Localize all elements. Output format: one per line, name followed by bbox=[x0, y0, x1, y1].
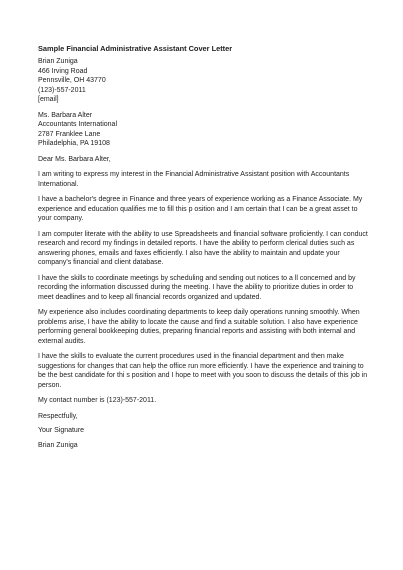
letter-page bbox=[38, 44, 370, 455]
contact-line: My contact number is (123)-557-2011. bbox=[38, 397, 157, 404]
recipient-address bbox=[38, 111, 370, 149]
sender-street: 466 Irving Road bbox=[38, 67, 88, 75]
body-paragraph: I am writing to express my interest in the Financial Administrative Assistant position with Accountants International. bbox=[38, 171, 350, 188]
body-paragraph: I have the skills to evaluate the current procedures used in the financial department and then make suggestions for changes that can help the office run more efficiently. I have the experience and training to be the best candidate for thi s position and I hope to meet with you soon to discuss the details of this job in person. bbox=[38, 353, 368, 389]
body-paragraph: I have a bachelor's degree in Finance and three years of experience working as a Finance Associate. My experience and education qualifies me to fill this p osition and I am certain that I can be a great asset to your company. bbox=[38, 196, 363, 222]
recipient-name: Ms. Barbara Alter bbox=[38, 111, 93, 119]
sender-address bbox=[38, 57, 370, 105]
body-paragraph: My experience also includes coordinating departments to keep daily operations running smoothly. When problems arise, I have the ability to locate the cause and find a suitable solution. I also have experience performing general bookkeeping duties, preparing financial reports and assisting with both internal and external audits. bbox=[38, 309, 360, 345]
sender-phone: (123)-557-2011 bbox=[38, 86, 86, 94]
body-paragraph: I am computer literate with the ability to use Spreadsheets and financial software proficiently. I can conduct research and record my findings in detailed reports. I have the ability to perform clerical duties such as answering phones, emails and faxes efficiently. I also have the ability to maintain and update your company's financial and client database. bbox=[38, 230, 368, 266]
salutation: Dear Ms. Barbara Alter, bbox=[38, 155, 111, 163]
closing: Respectfully, bbox=[38, 412, 78, 420]
sender-email: [email] bbox=[38, 96, 59, 103]
body-paragraph: I have the skills to coordinate meetings by scheduling and sending out notices to a ll concerned and by recording the information discussed during the meeting. I have the ability to prioritize duties in order to meet deadlines and to keep all financial records organized and updated. bbox=[38, 274, 356, 301]
recipient-city: Philadelphia, PA 19108 bbox=[38, 140, 110, 147]
signature: Your Signature bbox=[38, 427, 85, 434]
letter-title: Sample Financial Administrative Assistant Cover Letter bbox=[38, 44, 233, 53]
signoff-name: Brian Zuniga bbox=[38, 441, 78, 449]
recipient-street: 2787 Franklee Lane bbox=[38, 130, 101, 138]
recipient-company: Accountants International bbox=[38, 121, 117, 128]
sender-name: Brian Zuniga bbox=[38, 58, 78, 65]
sender-city: Pennsville, OH 43770 bbox=[38, 77, 106, 84]
